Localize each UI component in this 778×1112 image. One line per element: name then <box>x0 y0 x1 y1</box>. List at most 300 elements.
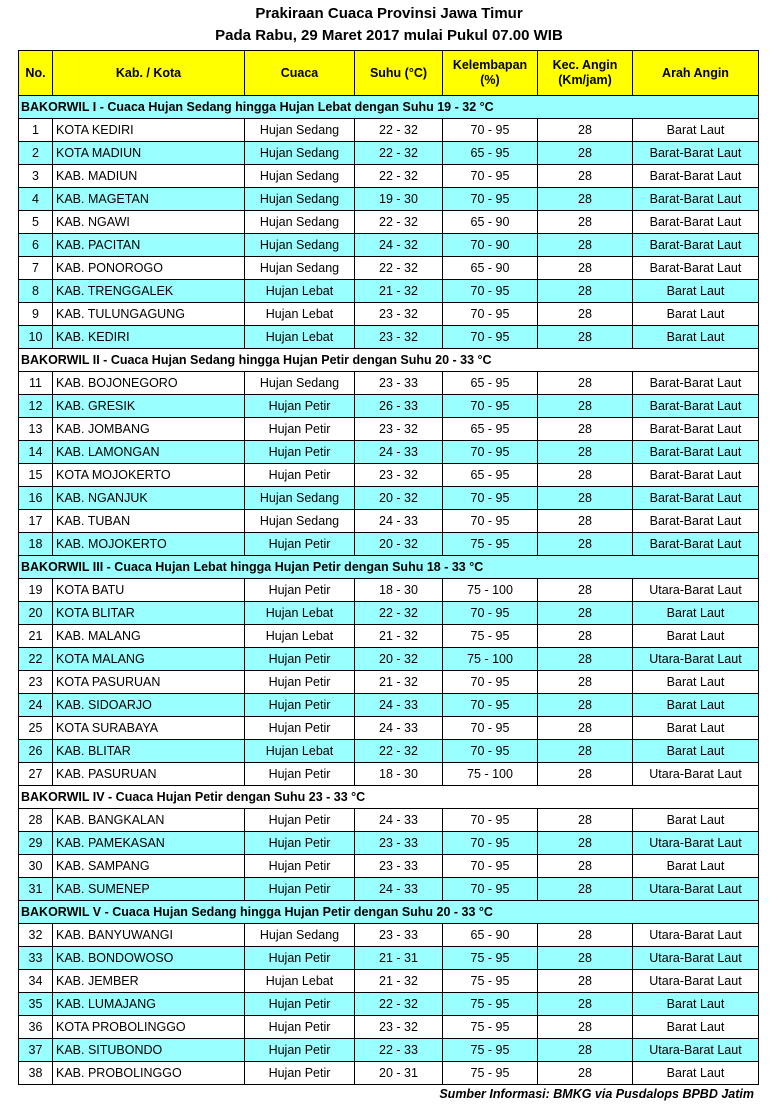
cell-kelembapan: 75 - 95 <box>443 993 538 1016</box>
cell-suhu: 22 - 32 <box>355 211 443 234</box>
cell-no: 12 <box>19 395 53 418</box>
group-header-row <box>19 349 759 372</box>
cell-arah: Barat Laut <box>633 326 759 349</box>
cell-angin: 28 <box>538 533 633 556</box>
cell-cuaca: Hujan Sedang <box>245 119 355 142</box>
cell-arah: Barat Laut <box>633 1062 759 1085</box>
table-row <box>19 694 759 717</box>
cell-cuaca: Hujan Sedang <box>245 211 355 234</box>
group-title: BAKORWIL II - Cuaca Hujan Sedang hingga Hujan Petir dengan Suhu 20 - 33 °C <box>19 349 759 372</box>
cell-kota: KAB. LAMONGAN <box>53 441 245 464</box>
cell-no: 33 <box>19 947 53 970</box>
cell-kelembapan: 70 - 95 <box>443 487 538 510</box>
cell-no: 29 <box>19 832 53 855</box>
cell-kelembapan: 75 - 100 <box>443 579 538 602</box>
cell-angin: 28 <box>538 671 633 694</box>
table-row <box>19 464 759 487</box>
table-row <box>19 372 759 395</box>
cell-kelembapan: 70 - 95 <box>443 809 538 832</box>
header-cuaca: Cuaca <box>245 51 355 96</box>
cell-no: 26 <box>19 740 53 763</box>
cell-kota: KAB. BONDOWOSO <box>53 947 245 970</box>
cell-arah: Utara-Barat Laut <box>633 1039 759 1062</box>
cell-cuaca: Hujan Petir <box>245 533 355 556</box>
cell-no: 28 <box>19 809 53 832</box>
cell-angin: 28 <box>538 855 633 878</box>
cell-kelembapan: 75 - 95 <box>443 947 538 970</box>
cell-cuaca: Hujan Lebat <box>245 740 355 763</box>
header-arah: Arah Angin <box>633 51 759 96</box>
cell-cuaca: Hujan Petir <box>245 763 355 786</box>
cell-suhu: 20 - 32 <box>355 533 443 556</box>
table-row <box>19 303 759 326</box>
cell-kelembapan: 75 - 100 <box>443 763 538 786</box>
table-header-row <box>19 51 759 96</box>
cell-kelembapan: 65 - 95 <box>443 464 538 487</box>
cell-suhu: 21 - 32 <box>355 625 443 648</box>
cell-kelembapan: 70 - 95 <box>443 188 538 211</box>
cell-cuaca: Hujan Petir <box>245 1039 355 1062</box>
cell-suhu: 24 - 32 <box>355 234 443 257</box>
group-header-row <box>19 96 759 119</box>
cell-angin: 28 <box>538 740 633 763</box>
cell-kota: KOTA BATU <box>53 579 245 602</box>
cell-suhu: 22 - 32 <box>355 165 443 188</box>
cell-arah: Barat Laut <box>633 671 759 694</box>
cell-angin: 28 <box>538 188 633 211</box>
cell-no: 5 <box>19 211 53 234</box>
cell-arah: Barat-Barat Laut <box>633 165 759 188</box>
cell-kelembapan: 70 - 95 <box>443 510 538 533</box>
group-header-row <box>19 786 759 809</box>
table-row <box>19 326 759 349</box>
cell-cuaca: Hujan Sedang <box>245 257 355 280</box>
cell-suhu: 23 - 32 <box>355 326 443 349</box>
cell-no: 35 <box>19 993 53 1016</box>
cell-arah: Barat Laut <box>633 855 759 878</box>
cell-no: 27 <box>19 763 53 786</box>
cell-angin: 28 <box>538 441 633 464</box>
cell-angin: 28 <box>538 142 633 165</box>
cell-no: 38 <box>19 1062 53 1085</box>
cell-cuaca: Hujan Sedang <box>245 510 355 533</box>
cell-arah: Barat-Barat Laut <box>633 441 759 464</box>
cell-cuaca: Hujan Lebat <box>245 625 355 648</box>
cell-no: 36 <box>19 1016 53 1039</box>
cell-angin: 28 <box>538 763 633 786</box>
cell-angin: 28 <box>538 602 633 625</box>
cell-suhu: 21 - 31 <box>355 947 443 970</box>
cell-kelembapan: 75 - 95 <box>443 970 538 993</box>
cell-suhu: 23 - 32 <box>355 464 443 487</box>
cell-kelembapan: 70 - 95 <box>443 602 538 625</box>
header-kelembapan: Kelembapan (%) <box>443 51 538 96</box>
table-row <box>19 487 759 510</box>
cell-cuaca: Hujan Petir <box>245 464 355 487</box>
group-title: BAKORWIL I - Cuaca Hujan Sedang hingga Hujan Lebat dengan Suhu 19 - 32 °C <box>19 96 759 119</box>
header-no: No. <box>19 51 53 96</box>
table-row <box>19 579 759 602</box>
cell-no: 2 <box>19 142 53 165</box>
cell-angin: 28 <box>538 234 633 257</box>
table-row <box>19 855 759 878</box>
cell-kelembapan: 65 - 95 <box>443 142 538 165</box>
cell-angin: 28 <box>538 280 633 303</box>
cell-angin: 28 <box>538 947 633 970</box>
cell-no: 7 <box>19 257 53 280</box>
table-row <box>19 648 759 671</box>
cell-cuaca: Hujan Sedang <box>245 234 355 257</box>
cell-cuaca: Hujan Petir <box>245 1062 355 1085</box>
cell-angin: 28 <box>538 993 633 1016</box>
cell-cuaca: Hujan Petir <box>245 855 355 878</box>
cell-no: 8 <box>19 280 53 303</box>
cell-suhu: 18 - 30 <box>355 763 443 786</box>
cell-arah: Utara-Barat Laut <box>633 832 759 855</box>
cell-kelembapan: 70 - 95 <box>443 165 538 188</box>
cell-suhu: 22 - 32 <box>355 119 443 142</box>
cell-arah: Utara-Barat Laut <box>633 763 759 786</box>
cell-arah: Barat Laut <box>633 625 759 648</box>
cell-angin: 28 <box>538 165 633 188</box>
cell-no: 6 <box>19 234 53 257</box>
cell-arah: Barat Laut <box>633 809 759 832</box>
cell-angin: 28 <box>538 717 633 740</box>
cell-arah: Barat-Barat Laut <box>633 142 759 165</box>
cell-cuaca: Hujan Petir <box>245 648 355 671</box>
cell-kota: KAB. MOJOKERTO <box>53 533 245 556</box>
cell-suhu: 24 - 33 <box>355 510 443 533</box>
cell-suhu: 22 - 32 <box>355 142 443 165</box>
cell-kelembapan: 65 - 90 <box>443 924 538 947</box>
cell-kota: KOTA KEDIRI <box>53 119 245 142</box>
cell-cuaca: Hujan Petir <box>245 441 355 464</box>
cell-arah: Barat-Barat Laut <box>633 188 759 211</box>
cell-kelembapan: 75 - 95 <box>443 1062 538 1085</box>
cell-kelembapan: 70 - 95 <box>443 855 538 878</box>
cell-kota: KOTA BLITAR <box>53 602 245 625</box>
cell-cuaca: Hujan Sedang <box>245 142 355 165</box>
cell-no: 21 <box>19 625 53 648</box>
table-row <box>19 602 759 625</box>
cell-kota: KOTA SURABAYA <box>53 717 245 740</box>
cell-angin: 28 <box>538 418 633 441</box>
cell-arah: Barat-Barat Laut <box>633 372 759 395</box>
cell-cuaca: Hujan Lebat <box>245 970 355 993</box>
cell-angin: 28 <box>538 1016 633 1039</box>
cell-kota: KAB. KEDIRI <box>53 326 245 349</box>
cell-angin: 28 <box>538 464 633 487</box>
cell-kota: KAB. JEMBER <box>53 970 245 993</box>
forecast-table <box>18 50 759 1085</box>
cell-kota: KAB. TULUNGAGUNG <box>53 303 245 326</box>
cell-arah: Barat Laut <box>633 119 759 142</box>
cell-no: 25 <box>19 717 53 740</box>
cell-arah: Barat Laut <box>633 602 759 625</box>
cell-cuaca: Hujan Sedang <box>245 188 355 211</box>
table-row <box>19 211 759 234</box>
cell-no: 10 <box>19 326 53 349</box>
cell-angin: 28 <box>538 648 633 671</box>
table-row <box>19 280 759 303</box>
cell-no: 9 <box>19 303 53 326</box>
cell-arah: Barat-Barat Laut <box>633 487 759 510</box>
cell-arah: Utara-Barat Laut <box>633 947 759 970</box>
cell-no: 17 <box>19 510 53 533</box>
cell-kota: KAB. MAGETAN <box>53 188 245 211</box>
cell-suhu: 26 - 33 <box>355 395 443 418</box>
cell-arah: Utara-Barat Laut <box>633 878 759 901</box>
cell-angin: 28 <box>538 832 633 855</box>
cell-cuaca: Hujan Sedang <box>245 372 355 395</box>
cell-cuaca: Hujan Petir <box>245 947 355 970</box>
cell-kota: KAB. LUMAJANG <box>53 993 245 1016</box>
cell-kota: KAB. SUMENEP <box>53 878 245 901</box>
cell-angin: 28 <box>538 1039 633 1062</box>
table-row <box>19 1062 759 1085</box>
cell-kelembapan: 70 - 90 <box>443 234 538 257</box>
cell-kota: KAB. PASURUAN <box>53 763 245 786</box>
cell-cuaca: Hujan Lebat <box>245 326 355 349</box>
table-row <box>19 142 759 165</box>
cell-no: 34 <box>19 970 53 993</box>
cell-arah: Utara-Barat Laut <box>633 924 759 947</box>
cell-angin: 28 <box>538 303 633 326</box>
cell-kelembapan: 75 - 95 <box>443 625 538 648</box>
cell-no: 11 <box>19 372 53 395</box>
cell-arah: Utara-Barat Laut <box>633 970 759 993</box>
cell-arah: Barat-Barat Laut <box>633 395 759 418</box>
cell-kota: KAB. GRESIK <box>53 395 245 418</box>
cell-arah: Barat Laut <box>633 303 759 326</box>
table-row <box>19 763 759 786</box>
cell-arah: Barat Laut <box>633 993 759 1016</box>
cell-no: 31 <box>19 878 53 901</box>
cell-kota: KAB. BOJONEGORO <box>53 372 245 395</box>
cell-suhu: 22 - 32 <box>355 993 443 1016</box>
cell-suhu: 19 - 30 <box>355 188 443 211</box>
cell-arah: Barat-Barat Laut <box>633 234 759 257</box>
cell-cuaca: Hujan Petir <box>245 832 355 855</box>
cell-suhu: 23 - 33 <box>355 924 443 947</box>
cell-arah: Barat Laut <box>633 1016 759 1039</box>
cell-angin: 28 <box>538 211 633 234</box>
table-row <box>19 717 759 740</box>
table-row <box>19 671 759 694</box>
cell-kelembapan: 70 - 95 <box>443 395 538 418</box>
group-title: BAKORWIL III - Cuaca Hujan Lebat hingga Hujan Petir dengan Suhu 18 - 33 °C <box>19 556 759 579</box>
header-suhu: Suhu (°C) <box>355 51 443 96</box>
cell-arah: Barat-Barat Laut <box>633 510 759 533</box>
cell-kota: KOTA MALANG <box>53 648 245 671</box>
cell-suhu: 23 - 32 <box>355 1016 443 1039</box>
cell-kelembapan: 75 - 95 <box>443 1039 538 1062</box>
cell-cuaca: Hujan Petir <box>245 694 355 717</box>
table-body <box>19 96 759 1085</box>
cell-arah: Barat-Barat Laut <box>633 464 759 487</box>
cell-arah: Barat Laut <box>633 717 759 740</box>
cell-suhu: 23 - 32 <box>355 303 443 326</box>
cell-suhu: 21 - 32 <box>355 280 443 303</box>
cell-suhu: 22 - 33 <box>355 1039 443 1062</box>
cell-kota: KAB. SIDOARJO <box>53 694 245 717</box>
cell-angin: 28 <box>538 579 633 602</box>
cell-angin: 28 <box>538 924 633 947</box>
cell-kota: KAB. JOMBANG <box>53 418 245 441</box>
table-row <box>19 165 759 188</box>
cell-arah: Barat-Barat Laut <box>633 211 759 234</box>
cell-kelembapan: 75 - 95 <box>443 533 538 556</box>
table-row <box>19 878 759 901</box>
cell-suhu: 23 - 32 <box>355 418 443 441</box>
cell-kelembapan: 65 - 95 <box>443 418 538 441</box>
table-row <box>19 510 759 533</box>
cell-kota: KOTA MADIUN <box>53 142 245 165</box>
cell-no: 3 <box>19 165 53 188</box>
cell-suhu: 20 - 31 <box>355 1062 443 1085</box>
cell-kelembapan: 70 - 95 <box>443 303 538 326</box>
cell-no: 16 <box>19 487 53 510</box>
cell-kota: KAB. SAMPANG <box>53 855 245 878</box>
cell-no: 1 <box>19 119 53 142</box>
cell-kelembapan: 70 - 95 <box>443 119 538 142</box>
cell-kota: KAB. TUBAN <box>53 510 245 533</box>
table-row <box>19 441 759 464</box>
group-title: BAKORWIL V - Cuaca Hujan Sedang hingga Hujan Petir dengan Suhu 20 - 33 °C <box>19 901 759 924</box>
cell-angin: 28 <box>538 809 633 832</box>
group-header-row <box>19 901 759 924</box>
cell-arah: Barat-Barat Laut <box>633 418 759 441</box>
cell-suhu: 23 - 33 <box>355 855 443 878</box>
cell-suhu: 21 - 32 <box>355 970 443 993</box>
cell-suhu: 21 - 32 <box>355 671 443 694</box>
table-row <box>19 947 759 970</box>
cell-no: 15 <box>19 464 53 487</box>
cell-no: 30 <box>19 855 53 878</box>
cell-kelembapan: 70 - 95 <box>443 717 538 740</box>
table-row <box>19 970 759 993</box>
cell-no: 13 <box>19 418 53 441</box>
cell-kelembapan: 65 - 90 <box>443 211 538 234</box>
table-row <box>19 533 759 556</box>
page-title: Prakiraan Cuaca Provinsi Jawa Timur <box>255 5 523 22</box>
cell-kota: KAB. MADIUN <box>53 165 245 188</box>
cell-angin: 28 <box>538 372 633 395</box>
cell-cuaca: Hujan Petir <box>245 671 355 694</box>
cell-suhu: 23 - 33 <box>355 372 443 395</box>
cell-no: 37 <box>19 1039 53 1062</box>
cell-kelembapan: 75 - 100 <box>443 648 538 671</box>
cell-kota: KAB. BLITAR <box>53 740 245 763</box>
cell-kota: KAB. TRENGGALEK <box>53 280 245 303</box>
cell-kota: KOTA PASURUAN <box>53 671 245 694</box>
cell-no: 18 <box>19 533 53 556</box>
cell-kota: KAB. BANYUWANGI <box>53 924 245 947</box>
cell-kelembapan: 70 - 95 <box>443 740 538 763</box>
table-row <box>19 993 759 1016</box>
cell-kota: KAB. PONOROGO <box>53 257 245 280</box>
cell-arah: Barat-Barat Laut <box>633 533 759 556</box>
cell-cuaca: Hujan Petir <box>245 993 355 1016</box>
table-row <box>19 809 759 832</box>
cell-suhu: 24 - 33 <box>355 809 443 832</box>
cell-cuaca: Hujan Petir <box>245 717 355 740</box>
cell-suhu: 24 - 33 <box>355 441 443 464</box>
cell-kelembapan: 65 - 90 <box>443 257 538 280</box>
cell-no: 19 <box>19 579 53 602</box>
cell-arah: Utara-Barat Laut <box>633 648 759 671</box>
cell-kelembapan: 65 - 95 <box>443 372 538 395</box>
table-row <box>19 188 759 211</box>
cell-kota: KAB. NGAWI <box>53 211 245 234</box>
cell-kota: KOTA PROBOLINGGO <box>53 1016 245 1039</box>
cell-suhu: 24 - 33 <box>355 694 443 717</box>
cell-suhu: 22 - 32 <box>355 602 443 625</box>
cell-angin: 28 <box>538 625 633 648</box>
table-row <box>19 119 759 142</box>
cell-kelembapan: 70 - 95 <box>443 441 538 464</box>
table-row <box>19 257 759 280</box>
cell-angin: 28 <box>538 395 633 418</box>
table-row <box>19 832 759 855</box>
cell-kota: KAB. BANGKALAN <box>53 809 245 832</box>
cell-angin: 28 <box>538 970 633 993</box>
group-header-row <box>19 556 759 579</box>
table-row <box>19 1016 759 1039</box>
cell-kelembapan: 70 - 95 <box>443 671 538 694</box>
page-subtitle: Pada Rabu, 29 Maret 2017 mulai Pukul 07.00 WIB <box>215 27 563 44</box>
cell-arah: Barat Laut <box>633 740 759 763</box>
cell-suhu: 23 - 33 <box>355 832 443 855</box>
cell-cuaca: Hujan Lebat <box>245 280 355 303</box>
group-title: BAKORWIL IV - Cuaca Hujan Petir dengan Suhu 23 - 33 °C <box>19 786 759 809</box>
cell-cuaca: Hujan Sedang <box>245 165 355 188</box>
cell-angin: 28 <box>538 510 633 533</box>
table-row <box>19 418 759 441</box>
cell-kota: KOTA MOJOKERTO <box>53 464 245 487</box>
cell-no: 24 <box>19 694 53 717</box>
cell-suhu: 22 - 32 <box>355 257 443 280</box>
cell-angin: 28 <box>538 694 633 717</box>
cell-cuaca: Hujan Sedang <box>245 924 355 947</box>
cell-kota: KAB. NGANJUK <box>53 487 245 510</box>
cell-suhu: 20 - 32 <box>355 648 443 671</box>
cell-angin: 28 <box>538 878 633 901</box>
cell-no: 32 <box>19 924 53 947</box>
table-row <box>19 1039 759 1062</box>
cell-cuaca: Hujan Petir <box>245 878 355 901</box>
cell-cuaca: Hujan Petir <box>245 395 355 418</box>
cell-arah: Barat Laut <box>633 280 759 303</box>
cell-cuaca: Hujan Petir <box>245 418 355 441</box>
cell-arah: Barat Laut <box>633 694 759 717</box>
cell-no: 20 <box>19 602 53 625</box>
cell-cuaca: Hujan Petir <box>245 579 355 602</box>
table-row <box>19 234 759 257</box>
cell-arah: Barat-Barat Laut <box>633 257 759 280</box>
cell-kelembapan: 70 - 95 <box>443 694 538 717</box>
header-kota: Kab. / Kota <box>53 51 245 96</box>
cell-kota: KAB. MALANG <box>53 625 245 648</box>
cell-no: 4 <box>19 188 53 211</box>
cell-kota: KAB. PACITAN <box>53 234 245 257</box>
cell-kelembapan: 70 - 95 <box>443 878 538 901</box>
cell-kota: KAB. SITUBONDO <box>53 1039 245 1062</box>
cell-cuaca: Hujan Lebat <box>245 602 355 625</box>
cell-kota: KAB. PAMEKASAN <box>53 832 245 855</box>
cell-kelembapan: 75 - 95 <box>443 1016 538 1039</box>
cell-no: 23 <box>19 671 53 694</box>
